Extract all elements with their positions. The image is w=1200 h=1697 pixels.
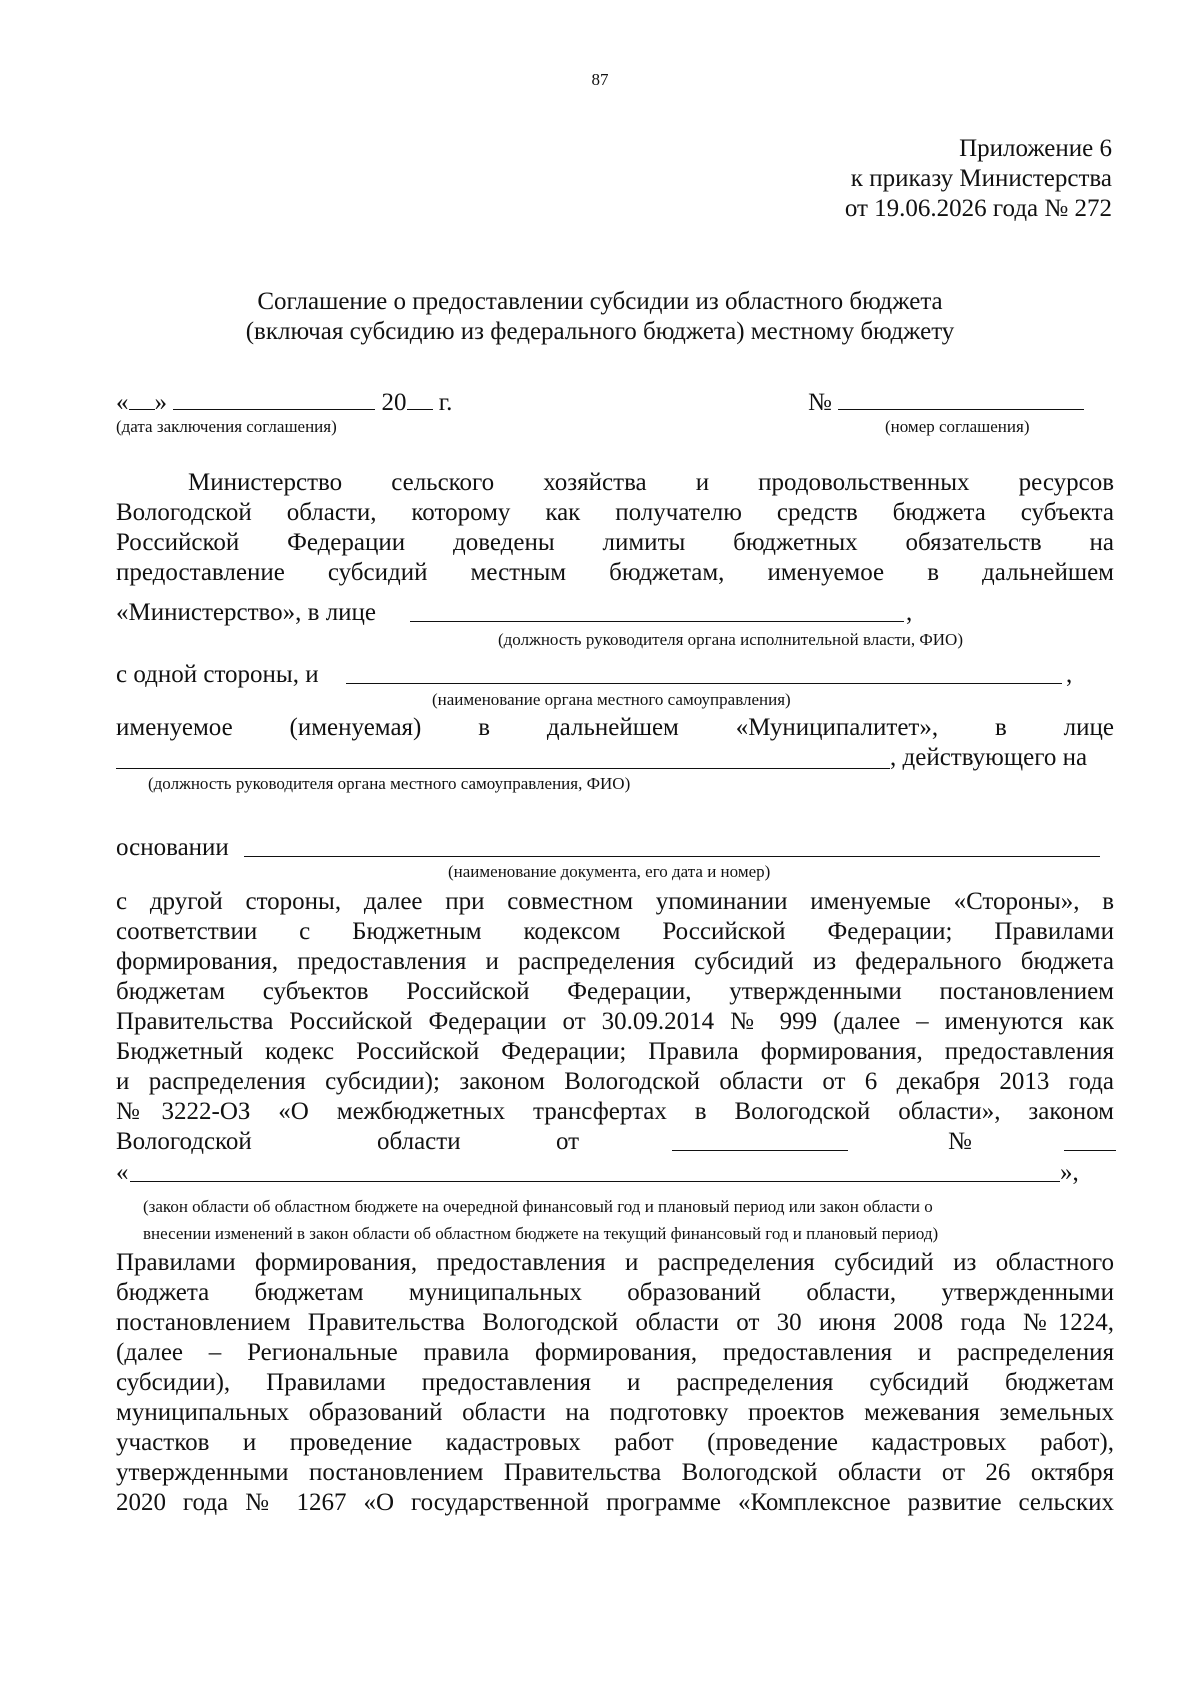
quote-open: « — [116, 389, 129, 416]
comma: , — [906, 599, 913, 626]
text-line: и распределения субсидии); законом Вологодской области от 6 декабря 2013 года — [116, 1068, 1114, 1095]
text-line: формирования, предоставления и распределения субсидий из федерального бюджета — [116, 948, 1114, 975]
local-body-blank[interactable] — [346, 683, 1062, 684]
text-line: муниципальных образований области на подготовку проектов межевания земельных — [116, 1399, 1114, 1426]
basis-label: основании — [116, 834, 229, 861]
text-line: утвержденными постановлением Правительства Вологодской области от 26 октября — [116, 1459, 1114, 1486]
rules-paragraph — [116, 1248, 1114, 1518]
law-caption: (закон области об областном бюджете на очередной финансовый год и плановый период или закон области о — [143, 1197, 933, 1216]
number-caption: (номер соглашения) — [885, 417, 1030, 436]
text-line: бюджета бюджетам муниципальных образований области, утвержденными — [116, 1279, 1114, 1306]
text-line: Российской Федерации доведены лимиты бюджетных обязательств на — [116, 529, 1114, 556]
law-title-blank[interactable] — [130, 1181, 1060, 1182]
text-line: Правительства Российской Федерации от 30.09.2014 № 999 (далее – именуются как — [116, 1008, 1114, 1035]
text-line: Вологодской области, которому как получателю средств бюджета субъекта — [116, 499, 1114, 526]
agreement-number-field — [808, 387, 1084, 418]
acting-on-label: , действующего на — [890, 744, 1088, 771]
year-prefix: 20 — [381, 389, 407, 416]
text-line: с другой стороны, далее при совместном упоминании именуемые «Стороны», в — [116, 888, 1114, 915]
law-quote-close: », — [1060, 1159, 1079, 1186]
text-line: Бюджетный кодекс Российской Федерации; Правила формирования, предоставления — [116, 1038, 1114, 1065]
comma: , — [1066, 661, 1073, 688]
text-line: Министерство сельского хозяйства и продовольственных ресурсов — [188, 469, 1114, 496]
caption-local-head: (должность руководителя органа местного самоуправления, ФИО) — [148, 774, 631, 793]
text-line: бюджетам субъектов Российской Федерации, утвержденными постановлением — [116, 978, 1114, 1005]
document-title — [0, 287, 1200, 347]
text-line: постановлением Правительства Вологодской области от 30 июня 2008 года №1224, — [116, 1309, 1114, 1336]
official-blank[interactable] — [410, 621, 904, 622]
date-caption: (дата заключения соглашения) — [116, 417, 337, 436]
number-sign: № — [948, 1128, 972, 1155]
text-line: (далее – Региональные правила формирования, предоставления и распределения — [116, 1339, 1114, 1366]
appendix-reference — [845, 134, 1112, 224]
page-number: 87 — [591, 70, 609, 89]
text-line: участков и проведение кадастровых работ (проведение кадастровых работ), — [116, 1429, 1114, 1456]
month-blank[interactable] — [173, 387, 375, 410]
title-line: Соглашение о предоставлении субсидии из областного бюджета — [257, 288, 943, 315]
text-line: Правилами формирования, предоставления и распределения субсидий из областного — [116, 1249, 1114, 1276]
text-line: №3222-ОЗ «О межбюджетных трансфертах в Вологодской области», законом — [116, 1098, 1114, 1125]
year-blank[interactable] — [407, 387, 433, 410]
appendix-line: к приказу Министерства — [850, 165, 1112, 192]
caption-document: (наименование документа, его дата и номер) — [448, 862, 771, 881]
local-head-blank[interactable] — [116, 768, 890, 769]
caption-local-body: (наименование органа местного самоуправления) — [432, 690, 791, 709]
text-line: субсидии), Правилами предоставления и распределения субсидий бюджетам — [116, 1369, 1114, 1396]
basis-document-blank[interactable] — [244, 856, 1100, 857]
law-date-blank[interactable] — [672, 1150, 848, 1151]
year-suffix: г. — [432, 389, 453, 416]
appendix-line: от 19.06.2026 года № 272 — [844, 195, 1112, 222]
one-side-label: с одной стороны, и — [116, 661, 319, 688]
agreement-number-blank[interactable] — [838, 387, 1084, 410]
day-blank[interactable] — [129, 387, 155, 410]
number-sign: № — [808, 389, 832, 416]
legal-basis-paragraph — [116, 887, 1114, 1127]
text-line: 2020 года № 1267 «О государственной программе «Комплексное развитие сельских — [116, 1489, 1114, 1516]
in-person-label: «Министерство», в лице — [116, 599, 377, 626]
agreement-date-field — [116, 387, 452, 418]
appendix-line: Приложение 6 — [959, 135, 1112, 162]
quote-close: » — [154, 389, 167, 416]
law-number-blank[interactable] — [1064, 1150, 1116, 1151]
law-quote-open: « — [116, 1159, 129, 1186]
named-paragraph — [116, 713, 1114, 743]
title-line: (включая субсидию из федерального бюджета) местному бюджету — [245, 318, 955, 345]
intro-paragraph — [116, 468, 1114, 588]
vologda-word: Вологодской — [116, 1128, 252, 1155]
text-line: предоставление субсидий местным бюджетам, именуемое в дальнейшем — [116, 559, 1114, 586]
from-word: от — [556, 1128, 580, 1155]
caption-official: (должность руководителя органа исполнительной власти, ФИО) — [498, 630, 963, 649]
text-line: соответствии с Бюджетным кодексом Российской Федерации; Правилами — [116, 918, 1114, 945]
law-caption: внесении изменений в закон области об областном бюджете на текущий финансовый год и плановый период) — [143, 1224, 939, 1243]
text-line: именуемое (именуемая) в дальнейшем «Муниципалитет», в лице — [116, 714, 1114, 741]
oblast-word: области — [377, 1128, 461, 1155]
